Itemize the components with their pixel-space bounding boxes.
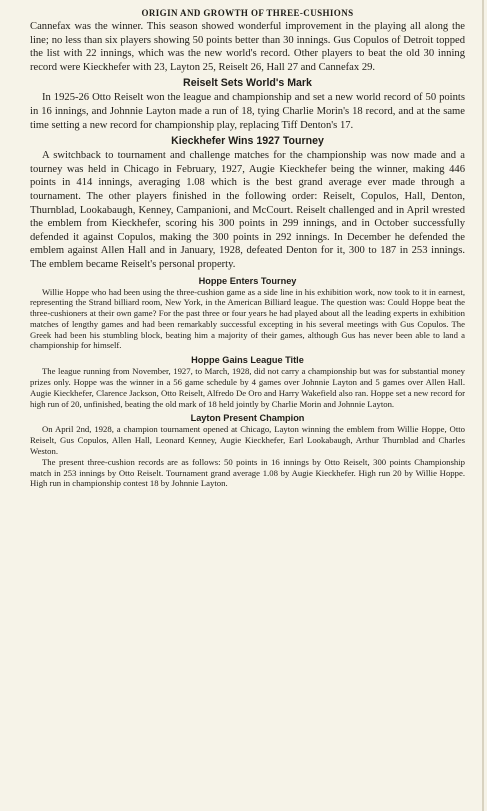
section-paragraph-reiselt: In 1925-26 Otto Reiselt won the league and championship and set a new world record of 50 points in 16 innings, and Johnnie Layton made a run of 18, tying Charlie Morin's 18 record, and at the same time setting a new record for championship play, replacing Tiff Denton's 17. (30, 92, 465, 131)
section-heading-layton-champion: Layton Present Champion (190, 413, 305, 424)
section-paragraph-layton-1: On April 2nd, 1928, a champion tournament opened at Chicago, Layton winning the emblem from Willie Hoppe, Otto Reiselt, Gus Copulos, Allen Hall, Leonard Kenney, Augie Kieckhefer, Earl Lookabaugh, Arthur Thurnblad and Charles Weston. (30, 424, 465, 457)
intro-paragraph: Cannefax was the winner. This season showed wonderful improvement in the playing all along the line; no less than six players showing 50 points better than 30 innings. Gus Copulos of Detroit topped the list with 22 innings, which was the new world's record. Other players to beat the old 30 inning record were Kieckhefer with 23, Layton 25, Reiselt 26, Hall 27 and Cannefax 29. (30, 21, 465, 73)
page-header: ORIGIN AND GROWTH OF THREE-CUSHIONS (141, 8, 354, 18)
section-paragraph-layton-2: The present three-cushion records are as follows: 50 points in 16 innings by Otto Reiselt, 300 points Championship match in 253 innings by Otto Reiselt. Tournament grand average 1.08 by Augie Kieckhefer. High run 20 by Willie Hoppe. High run in championship contest 18 by Johnnie Layton. (30, 456, 465, 489)
section-paragraph-kieckhefer: A switchback to tournament and challenge matches for the championship was now made and a tourney was held in Chicago in February, 1927, Augie Kieckhefer being the winner, making 446 points in 414 innings, averaging 1.08 which is the best grand average ever made through a tournament. The other players finished in the following order: Reiselt, Copulos, Hall, Denton, Thurnblad, Lookabaugh, Kenney, Campanioni, and McCourt. Reiselt challenged and in April wrested the emblem from Kieckhefer, scoring his 300 points in 299 innings, and in October successfully defended it against Copulos, making the 300 points in 292 innings. In December he defended the emblem against Allen Hall and in January, 1928, defeated Denton for it, 300 to 187 in 253 innings. The emblem became Reiselt's personal property. (30, 150, 465, 270)
section-paragraph-hoppe-league: The league running from November, 1927, to March, 1928, did not carry a championship but was for substantial money prizes only. Hoppe was the winner in a 56 game schedule by 4 games over Johnnie Layton and 5 games over Allen Hall. Augie Kieckhefer, Clarence Jackson, Otto Reiselt, Alfredo De Oro and Harry Wakefield also ran. Hoppe set a new record for high run of 20, unfinished, beating the old mark of 18 held jointly by Charlie Morin and Johnnie Layton. (30, 366, 465, 409)
section-heading-hoppe-enters: Hoppe Enters Tourney (198, 275, 297, 286)
section-heading-hoppe-league: Hoppe Gains League Title (191, 355, 304, 366)
section-heading-reiselt: Reiselt Sets World's Mark (183, 77, 312, 90)
section-heading-kieckhefer: Kieckhefer Wins 1927 Tourney (171, 135, 324, 148)
section-paragraph-hoppe-enters: Willie Hoppe who had been using the three-cushion game as a side line in his exhibition work, now took to it in earnest, representing the Strand billiard room, New York, in the American Billiard league. The question was: Could Hoppe beat the three-cushioners at their own game? For the past three or four years he had played about all the leading experts in exhibition matches of lengthy games and had been remarkably successful excepting in his several meetings with Gus Copulos. The Greek had been his stumbling block, beating him a majority of their games, although Gus has never been able to land a championship for himself. (30, 286, 465, 351)
